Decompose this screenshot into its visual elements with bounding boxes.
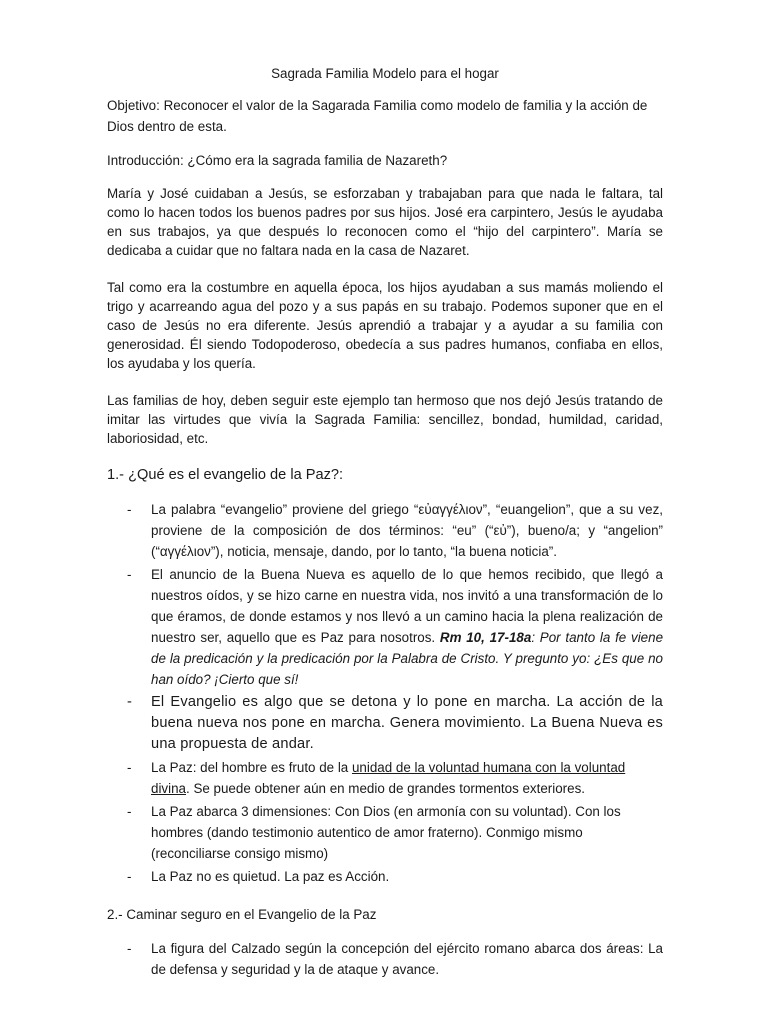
list-item-dimensiones — [107, 801, 663, 864]
scripture-quote: : Por tanto la fe viene de la predicación y la predicación por la Palabra de Cristo. Y pregunto yo: ¿Es que no han oído? ¡Cierto que sí! — [151, 630, 664, 687]
list-item-paz-accion — [107, 866, 663, 887]
list-item-text: El anuncio de la Buena Nueva es aquello de lo que hemos recibido, que llegó a nuestros oídos, y se hizo carne en nuestra vida, nos invitó a una transformación de lo que éramos, de donde estamos y nos llevó a un camino hacia la plena realización de nuestro ser, aquello que es Paz para nosotros. — [151, 567, 663, 645]
bullet-dash: - — [127, 804, 132, 819]
list-item-calzado — [107, 938, 663, 980]
list-item-text: La Paz: del hombre es fruto de la — [151, 760, 352, 775]
bullet-dash: - — [127, 941, 132, 956]
list-item-text: La Paz no es quietud. La paz es Acción. — [151, 869, 390, 884]
scripture-reference: Rm 10, 17-18a — [439, 630, 532, 645]
introduccion-paragraph — [107, 151, 663, 170]
list-item-text: El Evangelio es algo que se detona y lo pone en marcha. La acción de la buena nueva nos pone en marcha. Genera movimiento. La Buena Nueva es una propuesta de andar. — [151, 694, 663, 752]
introduccion-text: ¿Cómo era la sagrada familia de Nazareth? — [183, 153, 448, 168]
list-item-text: La figura del Calzado según la concepción del ejército romano abarca dos áreas: La de defensa y seguridad y la de ataque y avance. — [151, 941, 663, 977]
list-item-evangelio-origen — [107, 499, 663, 562]
list-item-text: La palabra “evangelio” proviene del griego “εὐαγγέλιον”, “euangelion”, que a su vez, proviene de la composición de dos términos: “eu” (“εὐ”), bueno/a; y “angelion” (“αγγέλιον”), noticia, mensaje, dando, por lo tanto, “la buena noticia”. — [151, 502, 663, 559]
list-item-buena-nueva — [107, 564, 663, 690]
bullet-dash: - — [127, 760, 132, 775]
section-1-list — [107, 499, 663, 887]
section-2-heading: 2.- Caminar seguro en el Evangelio de la Paz — [107, 907, 377, 922]
paragraph-familias-hoy: Las familias de hoy, deben seguir este ejemplo tan hermoso que nos dejó Jesús tratando de imitar las virtudes que vivía la Sagrada Familia: sencillez, bondad, humildad, caridad, laboriosidad, etc. — [107, 393, 663, 446]
list-item-text: La Paz abarca 3 dimensiones: Con Dios (en armonía con su voluntad). Con los hombres (dando testimonio autentico de amor fraterno). Conmigo mismo (reconciliarse consigo mismo) — [151, 804, 621, 861]
list-item-text-post: . Se puede obtener aún en medio de grandes tormentos exteriores. — [186, 781, 585, 796]
paragraph-familia: María y José cuidaban a Jesús, se esforzaban y trabajaban para que nada le faltara, tal como lo hacen todos los buenos padres por sus hijos. José era carpintero, Jesús le ayudaba en sus trabajos, ya que después lo reconocen como el “hijo del carpintero”. María se dedicaba a cuidar que no faltara nada en la casa de Nazaret. — [107, 186, 663, 258]
list-item-evangelio-marcha — [107, 692, 663, 755]
bullet-dash: - — [127, 869, 132, 884]
document-title: Sagrada Familia Modelo para el hogar — [271, 66, 499, 81]
page-content — [107, 64, 663, 982]
objetivo-label: Objetivo: — [107, 98, 160, 113]
objetivo-text: Reconocer el valor de la Sagarada Familia como modelo de familia y la acción de Dios dentro de esta. — [107, 98, 648, 134]
bullet-dash: - — [127, 567, 132, 582]
underlined-phrase: unidad de la voluntad humana con la voluntad divina — [151, 760, 626, 796]
section-2-list — [107, 938, 663, 980]
paragraph-costumbre: Tal como era la costumbre en aquella época, los hijos ayudaban a sus mamás moliendo el trigo y acarreando agua del pozo y a sus papás en su trabajo. Podemos suponer que en el caso de Jesús no era diferente. Jesús aprendió a trabajar y a ayudar a su familia con generosidad. Él siendo Todopoderoso, obedecía a sus padres humanos, confiaba en ellos, los ayudaba y los quería. — [107, 280, 663, 371]
introduccion-label: Introducción: — [107, 153, 184, 168]
section-1-heading: 1.- ¿Qué es el evangelio de la Paz?: — [107, 467, 344, 483]
bullet-dash: - — [127, 694, 133, 710]
list-item-la-paz — [107, 757, 663, 799]
bullet-dash: - — [127, 502, 132, 517]
objetivo-paragraph — [107, 95, 663, 137]
